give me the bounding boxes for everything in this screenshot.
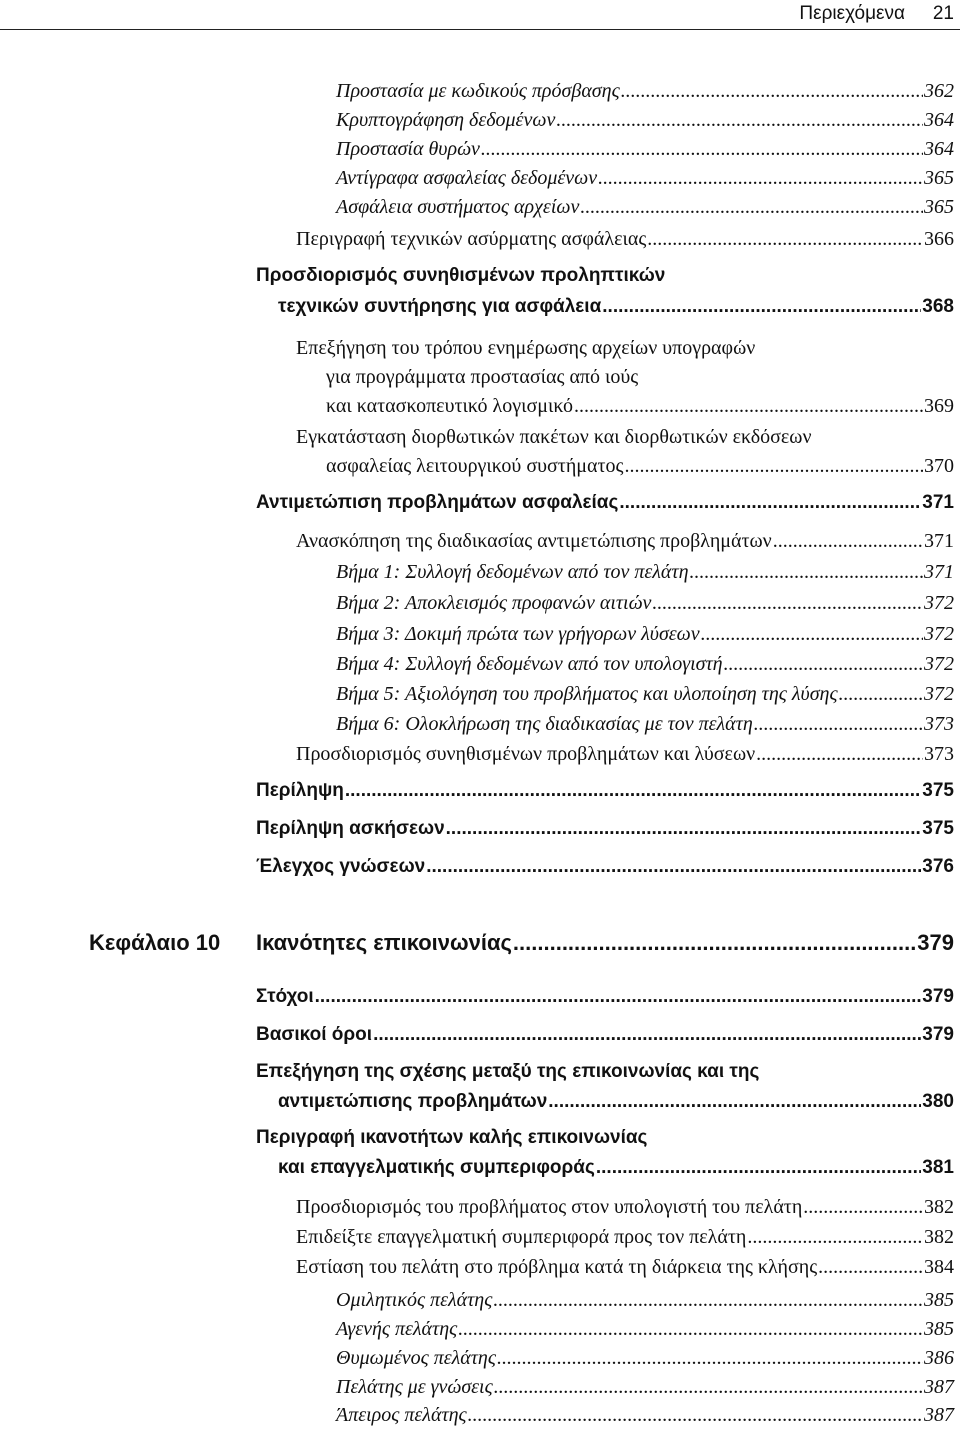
- leader-dots: [596, 1157, 921, 1179]
- leader-dots: [624, 455, 923, 478]
- toc-entry-title: Εστίαση του πελάτη στο πρόβλημα κατά τη διάρκεια της κλήσης: [296, 1256, 818, 1278]
- toc-entry-first-line[interactable]: Περιγραφή ικανοτήτων καλής επικοινωνίας: [256, 1127, 648, 1148]
- leader-dots: [754, 713, 923, 736]
- toc-entry-page: 379: [922, 1024, 954, 1045]
- toc-entry-page: 382: [924, 1226, 954, 1248]
- leader-dots: [446, 818, 922, 840]
- leader-dots: [426, 856, 921, 878]
- leader-dots: [494, 1376, 923, 1399]
- toc-entry-title: Ικανότητες επικοινωνίας: [256, 930, 512, 955]
- leader-dots: [839, 683, 923, 706]
- leader-dots: [548, 1091, 921, 1113]
- toc-entry[interactable]: [296, 1226, 954, 1256]
- toc-entry-title: και κατασκοπευτικό λογισμικό: [326, 395, 573, 417]
- toc-entry[interactable]: [256, 780, 954, 810]
- leader-dots: [756, 743, 923, 766]
- toc-entry-page: 365: [924, 196, 954, 218]
- leader-dots: [747, 1226, 923, 1249]
- leader-dots: [818, 1256, 923, 1279]
- toc-entry-title: Κρυπτογράφηση δεδομένων: [336, 109, 556, 131]
- toc-entry-title: Βήμα 1: Συλλογή δεδομένων από τον πελάτη: [336, 561, 689, 583]
- toc-entry[interactable]: [256, 1024, 954, 1054]
- toc-entry-title: Περίληψη: [256, 780, 344, 801]
- leader-dots: [602, 296, 921, 318]
- toc-entry-page: 362: [924, 80, 954, 102]
- toc-entry[interactable]: [256, 492, 954, 522]
- toc-entry-title: Αντιμετώπιση προβλημάτων ασφαλείας: [256, 492, 619, 513]
- leader-dots: [556, 109, 923, 132]
- toc-entry[interactable]: [278, 1157, 954, 1187]
- toc-entry-second-line[interactable]: για προγράμματα προστασίας από ιούς: [326, 366, 639, 388]
- toc-entry-title: Επιδείξτε επαγγελματική συμπεριφορά προς τον πελάτη: [296, 1226, 747, 1248]
- toc-entry[interactable]: [336, 109, 954, 139]
- toc-entry[interactable]: [336, 80, 954, 110]
- toc-entry-first-line[interactable]: Επεξήγηση του τρόπου ενημέρωσης αρχείων υπογραφών: [296, 337, 756, 359]
- toc-entry[interactable]: [296, 1256, 954, 1286]
- leader-dots: [598, 167, 923, 190]
- toc-entry-title: Βήμα 2: Αποκλεισμός προφανών αιτιών: [336, 592, 652, 614]
- toc-entry[interactable]: [336, 1289, 954, 1319]
- toc-entry-page: 365: [924, 167, 954, 189]
- toc-entry[interactable]: [336, 561, 954, 591]
- toc-entry[interactable]: [336, 592, 954, 622]
- toc-entry-page: 372: [924, 623, 954, 645]
- header-rule: [0, 29, 960, 30]
- leader-dots: [458, 1318, 923, 1341]
- toc-entry-title: Βήμα 5: Αξιολόγηση του προβλήματος και υλοποίηση της λύσης: [336, 683, 838, 705]
- toc-entry-page: 385: [924, 1289, 954, 1311]
- toc-entry[interactable]: [278, 1091, 954, 1121]
- toc-entry-title: Προσδιορισμός του προβλήματος στον υπολογιστή του πελάτη: [296, 1196, 803, 1218]
- leader-dots: [701, 623, 923, 646]
- toc-entry-page: 381: [922, 1157, 954, 1178]
- leader-dots: [373, 1024, 921, 1046]
- toc-entry-page: 364: [924, 138, 954, 160]
- leader-dots: [468, 1404, 923, 1427]
- toc-entry[interactable]: [336, 167, 954, 197]
- toc-entry[interactable]: [336, 623, 954, 653]
- leader-dots: [724, 653, 923, 676]
- leader-dots: [574, 395, 923, 418]
- toc-entry[interactable]: [336, 138, 954, 168]
- leader-dots: [513, 930, 916, 956]
- leader-dots: [493, 1289, 923, 1312]
- toc-entry-title: Θυμωμένος πελάτης: [336, 1347, 496, 1369]
- toc-entry-page: 372: [924, 653, 954, 675]
- toc-entry-page: 370: [924, 455, 954, 477]
- toc-entry-page: 380: [922, 1091, 954, 1112]
- toc-entry-page: 366: [924, 228, 954, 250]
- leader-dots: [619, 492, 921, 514]
- leader-dots: [345, 780, 921, 802]
- toc-entry-page: 379: [922, 986, 954, 1007]
- toc-entry[interactable]: [336, 1318, 954, 1348]
- toc-entry-title: Βήμα 6: Ολοκλήρωση της διαδικασίας με τον πελάτη: [336, 713, 753, 735]
- toc-entry-title: Προσδιορισμός συνηθισμένων προβλημάτων και λύσεων: [296, 743, 756, 765]
- toc-entry-page: 385: [924, 1318, 954, 1340]
- toc-entry-title: Έλεγχος γνώσεων: [256, 856, 426, 877]
- leader-dots: [803, 1196, 923, 1219]
- toc-entry-title: και επαγγελματικής συμπεριφοράς: [278, 1157, 595, 1178]
- header-page-number: 21: [932, 3, 954, 24]
- toc-entry[interactable]: [296, 530, 954, 560]
- toc-entry-title: Ανασκόπηση της διαδικασίας αντιμετώπισης προβλημάτων: [296, 530, 772, 552]
- toc-entry-page: 379: [917, 930, 954, 955]
- toc-entry-page: 371: [924, 561, 954, 583]
- leader-dots: [773, 530, 923, 553]
- header-title: Περιεχόμενα: [799, 3, 905, 24]
- toc-entry-title: Περιγραφή τεχνικών ασύρματης ασφάλειας: [296, 228, 647, 250]
- toc-entry-title: Προστασία με κωδικούς πρόσβασης: [336, 80, 620, 102]
- toc-entry[interactable]: [336, 713, 954, 743]
- toc-entry-page: 371: [922, 492, 954, 513]
- toc-entry-page: 387: [924, 1376, 954, 1398]
- toc-entry[interactable]: [256, 986, 954, 1016]
- page-header: [0, 0, 960, 30]
- toc-entry-page: 376: [922, 856, 954, 877]
- leader-dots: [652, 592, 923, 615]
- toc-entry-page: 375: [922, 818, 954, 839]
- toc-entry[interactable]: [326, 395, 954, 425]
- toc-entry-title: Αγενής πελάτης: [336, 1318, 458, 1340]
- toc-entry[interactable]: [296, 228, 954, 258]
- toc-entry-page: 368: [922, 296, 954, 317]
- toc-entry-title: Στόχοι: [256, 986, 314, 1007]
- toc-entry[interactable]: [336, 683, 954, 713]
- toc-entry-title: Ομιλητικός πελάτης: [336, 1289, 493, 1311]
- toc-entry-page: 384: [924, 1256, 954, 1278]
- toc-entry-page: 373: [924, 713, 954, 735]
- toc-entry-title: Ασφάλεια συστήματος αρχείων: [336, 196, 580, 218]
- leader-dots: [481, 138, 923, 161]
- toc-entry-title: αντιμετώπισης προβλημάτων: [278, 1091, 548, 1112]
- toc-entry[interactable]: [336, 1376, 954, 1406]
- toc-entry[interactable]: [296, 1196, 954, 1226]
- toc-entry-first-line[interactable]: Εγκατάσταση διορθωτικών πακέτων και διορθωτικών εκδόσεων: [296, 426, 812, 448]
- toc-entry-page: 372: [924, 683, 954, 705]
- toc-entry[interactable]: [278, 296, 954, 326]
- toc-entry[interactable]: [336, 653, 954, 683]
- toc-entry-title: Άπειρος πελάτης: [336, 1404, 467, 1426]
- toc-entry-page: 372: [924, 592, 954, 614]
- toc-entry-title: Βήμα 3: Δοκιμή πρώτα των γρήγορων λύσεων: [336, 623, 700, 645]
- leader-dots: [315, 986, 922, 1008]
- toc-chapter-entry[interactable]: [256, 930, 954, 960]
- toc-entry-title: τεχνικών συντήρησης για ασφάλεια: [278, 296, 602, 317]
- toc-entry-page: 386: [924, 1347, 954, 1369]
- toc-entry-page: 369: [924, 395, 954, 417]
- toc-entry-page: 387: [924, 1404, 954, 1426]
- toc-entry-title: Βασικοί όροι: [256, 1024, 373, 1045]
- toc-entry-title: Προστασία θυρών: [336, 138, 480, 160]
- leader-dots: [647, 228, 923, 251]
- toc-entry-first-line[interactable]: Προσδιορισμός συνηθισμένων προληπτικών: [256, 265, 666, 286]
- toc-entry[interactable]: [256, 856, 954, 886]
- toc-entry-page: 382: [924, 1196, 954, 1218]
- toc-entry[interactable]: [336, 1347, 954, 1377]
- toc-entry[interactable]: [296, 743, 954, 773]
- toc-entry-page: 371: [924, 530, 954, 552]
- toc-entry[interactable]: [336, 196, 954, 226]
- toc-entry-title: Περίληψη ασκήσεων: [256, 818, 445, 839]
- leader-dots: [690, 561, 924, 584]
- toc-entry-title: ασφαλείας λειτουργικού συστήματος: [326, 455, 624, 477]
- toc-entry-page: 373: [924, 743, 954, 765]
- leader-dots: [621, 80, 923, 103]
- leader-dots: [497, 1347, 923, 1370]
- chapter-label: Κεφάλαιο 10: [89, 930, 221, 955]
- toc-entry-title: Βήμα 4: Συλλογή δεδομένων από τον υπολογιστή: [336, 653, 723, 675]
- toc-entry-page: 375: [922, 780, 954, 801]
- leader-dots: [580, 196, 923, 219]
- toc-entry-title: Αντίγραφα ασφαλείας δεδομένων: [336, 167, 598, 189]
- toc-entry[interactable]: [326, 455, 954, 485]
- toc-entry-title: Πελάτης με γνώσεις: [336, 1376, 493, 1398]
- toc-entry[interactable]: [256, 818, 954, 848]
- toc-entry-page: 364: [924, 109, 954, 131]
- toc-entry[interactable]: [336, 1404, 954, 1434]
- toc-entry-first-line[interactable]: Επεξήγηση της σχέσης μεταξύ της επικοινωνίας και της: [256, 1061, 760, 1082]
